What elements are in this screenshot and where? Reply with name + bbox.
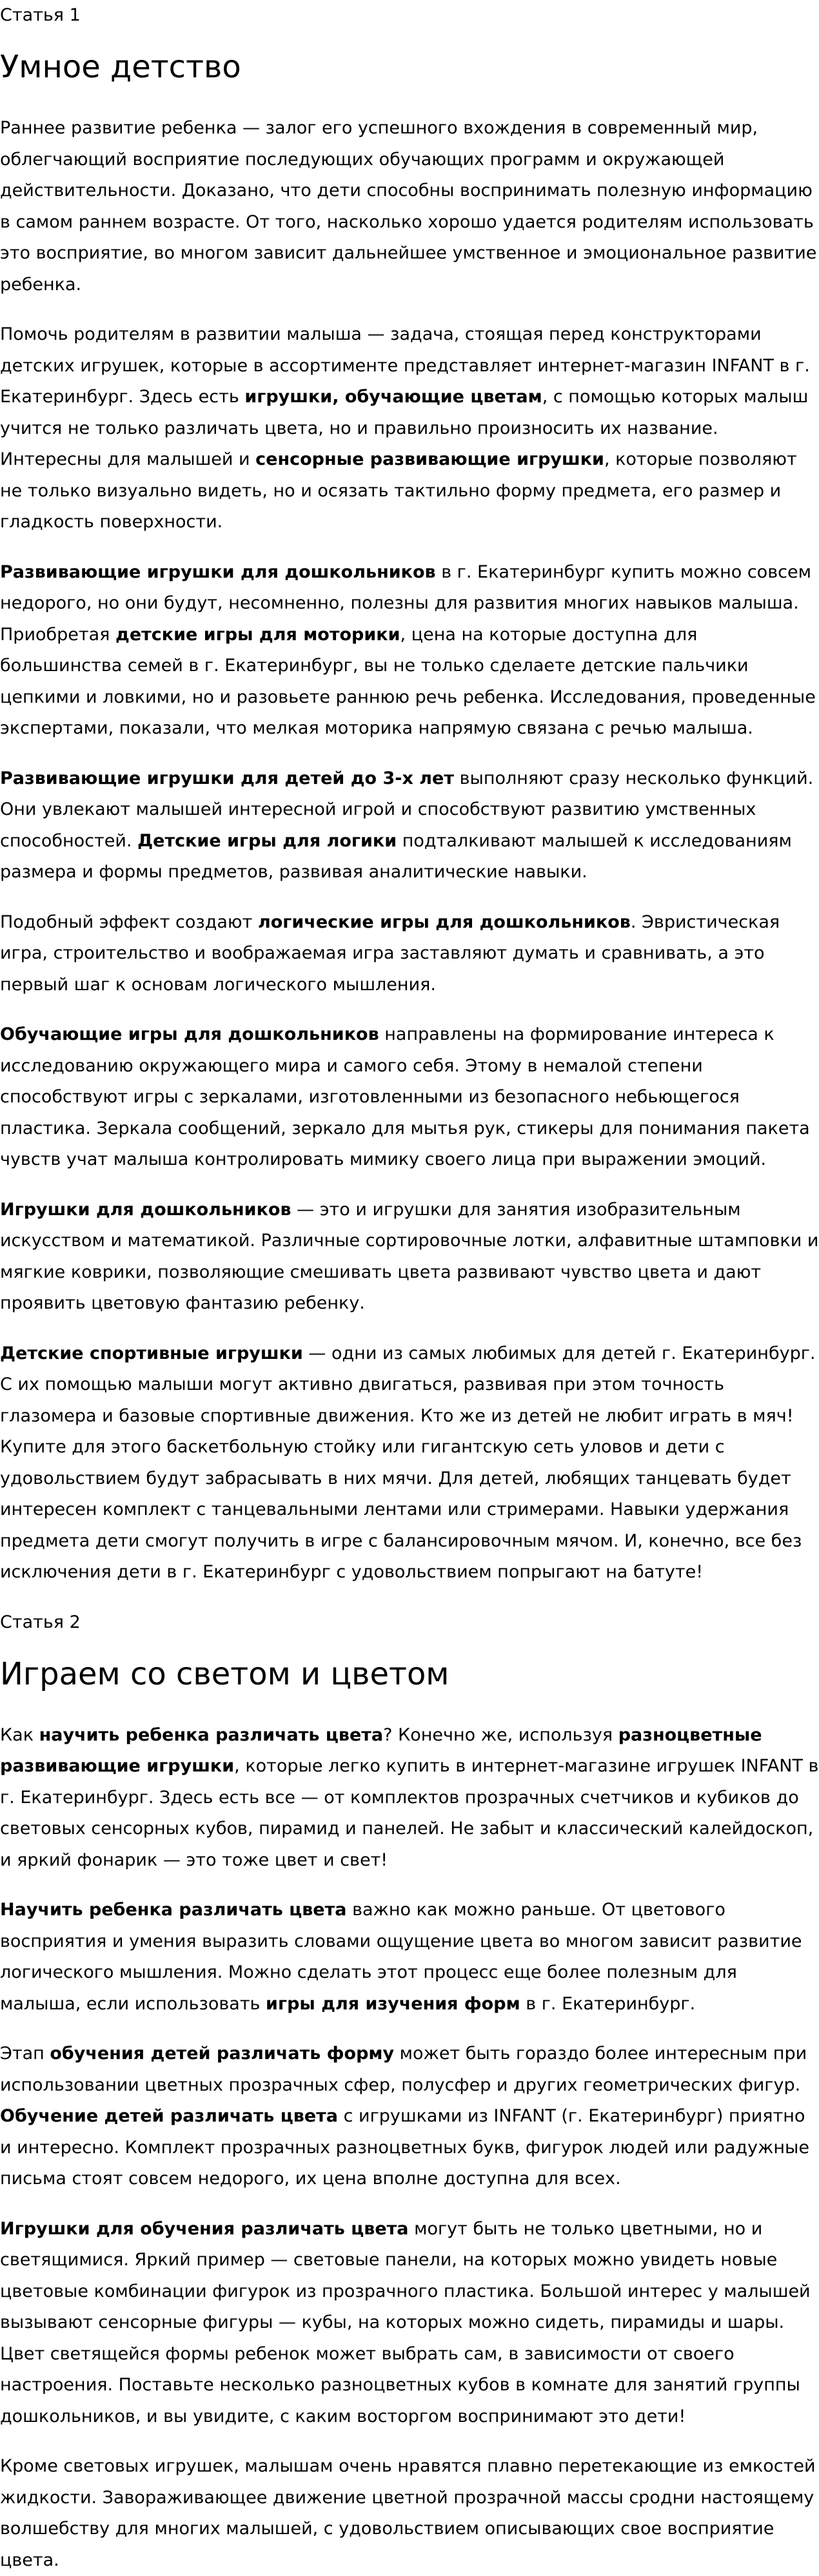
text-run: подталкивают малышей к исследованиям размера и формы предметов, развивая аналитические навыки.: [0, 831, 792, 883]
text-run: , цена на которые доступна для большинства семей в г. Екатеринбург, вы не только сделаете детские пальчики цепкими и ловкими, но и разовьете раннюю речь ребенка. Исследования, проведенные экспертами, показали, что мелкая моторика напрямую связана с речью малыша.: [0, 625, 816, 739]
bold-phrase: игры для изучения форм: [266, 1994, 520, 2014]
bold-phrase: разноцветные развивающие игрушки: [0, 1725, 762, 1777]
paragraph: [0, 319, 819, 538]
paragraph: [0, 1895, 819, 2020]
bold-phrase: Научить ребенка различать цвета: [0, 1900, 346, 1920]
text-run: — одни из самых любимых для детей г. Екатеринбург. С их помощью малыши могут активно двигаться, развивая при этом точность глазомера и базовые спортивные движения. Кто же из детей не любит играть в мяч! Купите для этого баскетбольную стойку или гигантскую сеть уловов и дети с удовольствием будут забрасывать в них мячи. Для детей, любящих танцевать будет интересен комплект с танцевальными лентами или стримерами. Навыки удержания предмета дети смогут получить в игре с балансировочным мячом. И, конечно, все без исключения дети в г. Екатеринбург с удовольствием попрыгают на батуте!: [0, 1343, 815, 1583]
article-title: Умное детство: [0, 48, 819, 86]
bold-phrase: логические игры для дошкольников: [258, 912, 631, 932]
article-title: Играем со светом и цветом: [0, 1655, 819, 1693]
article-body: [0, 1720, 819, 2576]
bold-phrase: Обучение детей различать цвета: [0, 2106, 338, 2126]
bold-phrase: Детские игры для логики: [137, 831, 397, 851]
paragraph: [0, 557, 819, 745]
text-run: могут быть не только цветными, но и светящимися. Яркий пример — световые панели, на которых можно увидеть новые цветовые комбинации фигурок из прозрачного пластика. Большой интерес у малышей вызывают сенсорные фигуры — кубы, на которых можно сидеть, пирамиды и шары. Цвет светящейся формы ребенок может выбрать сам, в зависимости от своего настроения. Поставьте несколько разноцветных кубов в комнате для занятий группы дошкольников, и вы увидите, с каким восторгом воспринимают это дети!: [0, 2219, 811, 2426]
bold-phrase: Развивающие игрушки для детей до 3-х лет: [0, 768, 454, 788]
paragraph: [0, 1338, 819, 1588]
paragraph: [0, 2214, 819, 2433]
paragraph: [0, 113, 819, 300]
text-run: выполняют сразу несколько функций. Они увлекают малышей интересной игрой и способствуют развитию умственных способностей.: [0, 768, 813, 851]
paragraph: [0, 763, 819, 888]
paragraph: [0, 2451, 819, 2576]
text-run: Этап: [0, 2044, 50, 2064]
article-2: [0, 1607, 819, 2576]
text-run: с игрушками из INFANT (г. Екатеринбург) приятно и интересно. Комплект прозрачных разноцветных букв, фигурок людей или радужные письма стоят совсем недорого, их цена вполне доступна для всех.: [0, 2106, 809, 2189]
text-run: , которые позволяют не только визуально видеть, но и осязать тактильно форму предмета, его размер и гладкость поверхности.: [0, 449, 797, 532]
text-run: Кроме световых игрушек, малышам очень нравятся плавно перетекающие из емкостей жидкости. Завораживающее движение цветной прозрачной массы сродни настоящему волшебству для многих малышей, с удовольствием описывающих свое восприятие цвета.: [0, 2456, 816, 2570]
text-run: ? Конечно же, используя: [383, 1725, 618, 1745]
article-label: Статья 2: [0, 1607, 819, 1638]
article-body: [0, 113, 819, 1588]
text-run: Подобный эффект создают: [0, 912, 258, 932]
bold-phrase: игрушки, обучающие цветам: [244, 387, 542, 407]
text-run: Как: [0, 1725, 39, 1745]
text-run: . Эвристическая игра, строительство и воображаемая игра заставляют думать и сравнивать, а это первый шаг к основам логического мышления.: [0, 912, 780, 995]
text-run: в г. Екатеринбург купить можно совсем недорого, но они будут, несомненно, полезны для развития многих навыков малыша. Приобретая: [0, 562, 811, 645]
paragraph: [0, 1019, 819, 1176]
text-run: , с помощью которых малыш учится не только различать цвета, но и правильно произносить их название. Интересны для малышей и: [0, 387, 808, 469]
paragraph: [0, 2038, 819, 2195]
bold-phrase: сенсорные развивающие игрушки: [255, 449, 604, 469]
bold-phrase: Игрушки для дошкольников: [0, 1200, 291, 1220]
paragraph: [0, 907, 819, 1001]
text-run: , которые легко купить в интернет-магазине игрушек INFANT в г. Екатеринбург. Здесь есть все — от комплектов прозрачных счетчиков и кубиков до световых сенсорных кубов, пирамид и панелей. Не забыт и классический калейдоскоп, и яркий фонарик — это тоже цвет и свет!: [0, 1756, 818, 1870]
bold-phrase: Детские спортивные игрушки: [0, 1343, 303, 1363]
text-run: Помочь родителям в развитии малыша — задача, стоящая перед конструкторами детских игрушек, которые в ассортименте представляет интернет-магазин INFANT в г. Екатеринбург. Здесь есть: [0, 324, 810, 407]
text-run: в г. Екатеринбург.: [520, 1994, 696, 2014]
text-run: Раннее развитие ребенка — залог его успешного вхождения в современный мир, облегчающий восприятие последующих обучающих программ и окружающей действительности. Доказано, что дети способны воспринимать полезную информацию в самом раннем возрасте. От того, насколько хорошо удается родителям использовать это восприятие, во многом зависит дальнейшее умственное и эмоциональное развитие ребенка.: [0, 118, 816, 295]
text-run: может быть гораздо более интересным при использовании цветных прозрачных сфер, полусфер и других геометрических фигур.: [0, 2044, 807, 2095]
text-run: — это и игрушки для занятия изобразительным искусством и математикой. Различные сортировочные лотки, алфавитные штамповки и мягкие коврики, позволяющие смешивать цвета развивают чувство цвета и дают проявить цветовую фантазию ребенку.: [0, 1200, 818, 1314]
bold-phrase: обучения детей различать форму: [50, 2044, 394, 2064]
bold-phrase: детские игры для моторики: [115, 625, 400, 645]
bold-phrase: Обучающие игры для дошкольников: [0, 1024, 379, 1044]
article-label: Статья 1: [0, 0, 819, 31]
paragraph: [0, 1195, 819, 1320]
paragraph: [0, 1720, 819, 1877]
text-run: направлены на формирование интереса к исследованию окружающего мира и самого себя. Этому в немалой степени способствуют игры с зеркалами, изготовленными из безопасного небьющегося пластика. Зеркала сообщений, зеркало для мытья рук, стикеры для понимания пакета чувств учат малыша контролировать мимику своего лица при выражении эмоций.: [0, 1024, 810, 1169]
text-run: важно как можно раньше. От цветового восприятия и умения выразить словами ощущение цвета во многом зависит развитие логического мышления. Можно сделать этот процесс еще более полезным для малыша, если использовать: [0, 1900, 802, 2014]
bold-phrase: Развивающие игрушки для дошкольников: [0, 562, 436, 582]
bold-phrase: Игрушки для обучения различать цвета: [0, 2219, 409, 2239]
bold-phrase: научить ребенка различать цвета: [39, 1725, 384, 1745]
